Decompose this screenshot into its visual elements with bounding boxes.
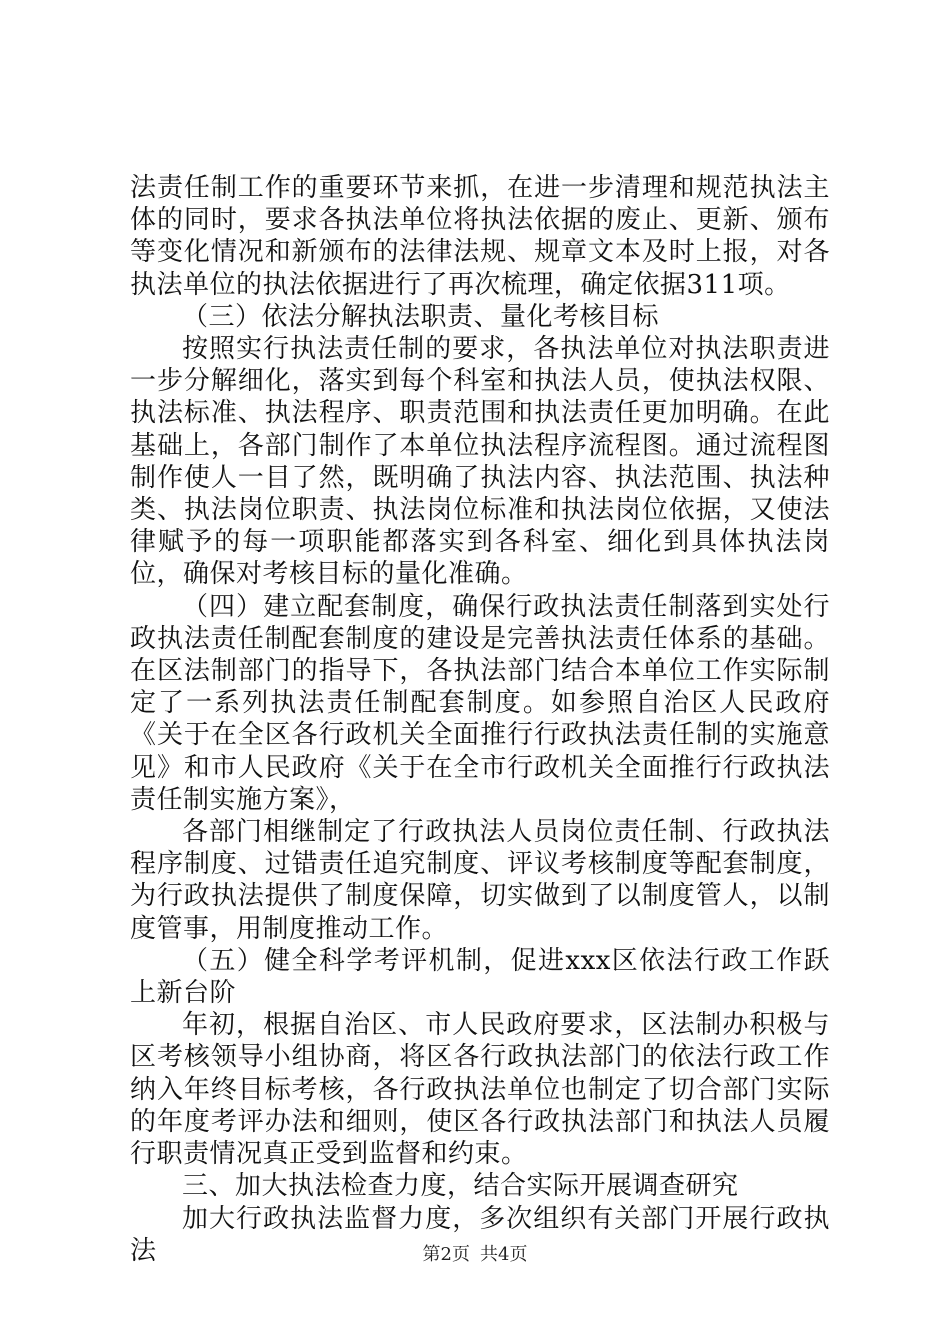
- paragraph-9: 加大行政执法监督力度，多次组织有关部门开展行政执法: [130, 1203, 830, 1266]
- paragraph-8-heading: 三、加大执法检查力度，结合实际开展调查研究: [182, 1171, 739, 1202]
- paragraph-7: 年初，根据自治区、市人民政府要求，区法制办积极与区考核领导小组协商，将区各行政执法部门的依法行政工作纳入年终目标考核，各行政执法单位也制定了切合部门实际的年度考评办法和细则，使区各行政执法部门和执法人员履行职责情况真正受到监督和约束。: [130, 1010, 830, 1170]
- page-footer: [0, 1244, 950, 1266]
- paragraph-5: 各部门相继制定了行政执法人员岗位责任制、行政执法程序制度、过错责任追究制度、评议考核制度等配套制度，为行政执法提供了制度保障，切实做到了以制度管人，以制度管事，用制度推动工作。: [130, 817, 830, 944]
- page-total: 共4页: [480, 1244, 528, 1265]
- paragraph-3: 按照实行执法责任制的要求，各执法单位对执法职责进一步分解细化，落实到每个科室和执法人员，使执法权限、执法标准、执法程序、职责范围和执法责任更加明确。在此基础上，各部门制作了本单位执法程序流程图。通过流程图制作使人一目了然，既明确了执法内容、执法范围、执法种类、执法岗位职责、执法岗位标准和执法岗位依据，又使法律赋予的每一项职能都落实到各科室、细化到具体执法岗位，确保对考核目标的量化准确。: [130, 334, 830, 590]
- paragraph-6-heading: （五）健全科学考评机制，促进xxx区依法行政工作跃上新台阶: [130, 945, 830, 1009]
- document-body: [130, 172, 830, 1267]
- page-number: 第2页: [422, 1244, 470, 1265]
- paragraph-4-heading: （四）建立配套制度，确保行政执法责任制落到实处行政执法责任制配套制度的建设是完善执法责任体系的基础。在区法制部门的指导下，各执法部门结合本单位工作实际制定了一系列执法责任制配套制度。如参照自治区人民政府《关于在全区各行政机关全面推行行政执法责任制的实施意见》和市人民政府《关于在全市行政机关全面推行行政执法责任制实施方案》，: [130, 591, 830, 815]
- paragraph-2-heading: （三）依法分解执法职责、量化考核目标: [182, 301, 660, 332]
- paragraph-1: 法责任制工作的重要环节来抓，在进一步清理和规范执法主体的同时，要求各执法单位将执法依据的废止、更新、颁布等变化情况和新颁布的法律法规、规章文本及时上报，对各执法单位的执法依据进行了再次梳理，确定依据311项。: [130, 173, 830, 300]
